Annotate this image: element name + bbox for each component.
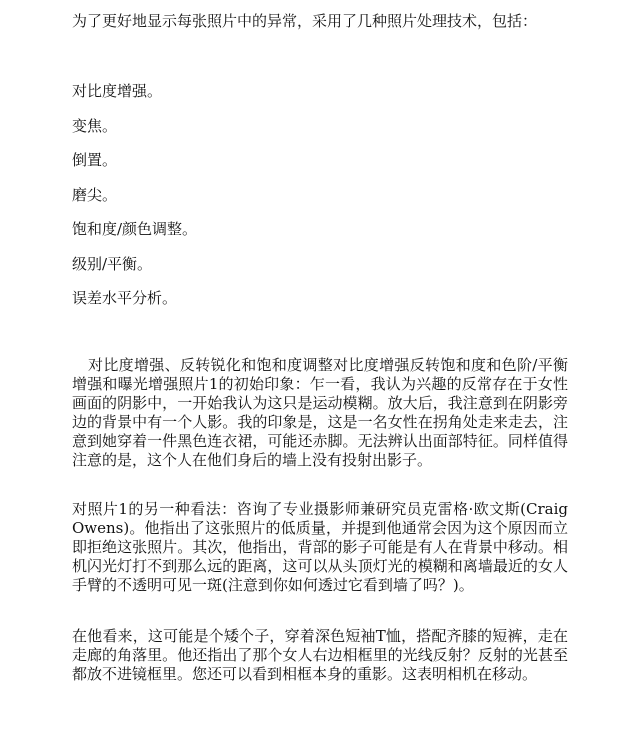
list-item: 对比度增强。 xyxy=(72,82,163,100)
technique-list xyxy=(72,81,568,323)
list-item: 误差水平分析。 xyxy=(72,289,178,307)
list-item: 倒置。 xyxy=(72,151,118,169)
paragraph-expert-opinion: 对照片1的另一种看法：咨询了专业摄影师兼研究员克雷格·欧文斯(Craig Owens)。他指出了这张照片的低质量，并提到他通常会因为这个原因而立即拒绝这张照片。其次，他指出，背部的影子可能是有人在背景中移动。相机闪光灯打不到那么远的距离，这可以从头顶灯光的模糊和离墙最近的女人手臂的不透明可见一斑(注意到你如何透过它看到墙了吗？)。 xyxy=(72,500,568,594)
list-item: 变焦。 xyxy=(72,116,118,135)
list-item: 磨尖。 xyxy=(72,185,118,204)
intro-text: 为了更好地显示每张照片中的异常，采用了几种照片处理技术，包括： xyxy=(72,12,538,30)
list-item: 级别/平衡。 xyxy=(72,254,153,273)
paragraph-camera-movement: 在他看来，这可能是个矮个子，穿着深色短袖T恤，搭配齐膝的短裤，走在走廊的角落里。他还指出了那个女人右边相框里的光线反射？反射的光甚至都放不进镜框里。您还可以看到相框本身的重影。这表明相机在移动。 xyxy=(72,627,568,683)
paragraph-initial-impression: 对比度增强、反转锐化和饱和度调整对比度增强反转饱和度和色阶/平衡增强和曝光增强照片1的初始印象：乍一看，我认为兴趣的反常存在于女性画面的阴影中，一开始我认为这只是运动模糊。放大后，我注意到在阴影旁边的背景中有一个人影。我的印象是，这是一名女性在拐角处走来走去，注意到她穿着一件黑色连衣裙，可能还赤脚。无法辨认出面部特征。同样值得注意的是，这个人在他们身后的墙上没有投射出影子。 xyxy=(72,356,568,469)
list-item: 饱和度/颜色调整。 xyxy=(72,220,198,238)
